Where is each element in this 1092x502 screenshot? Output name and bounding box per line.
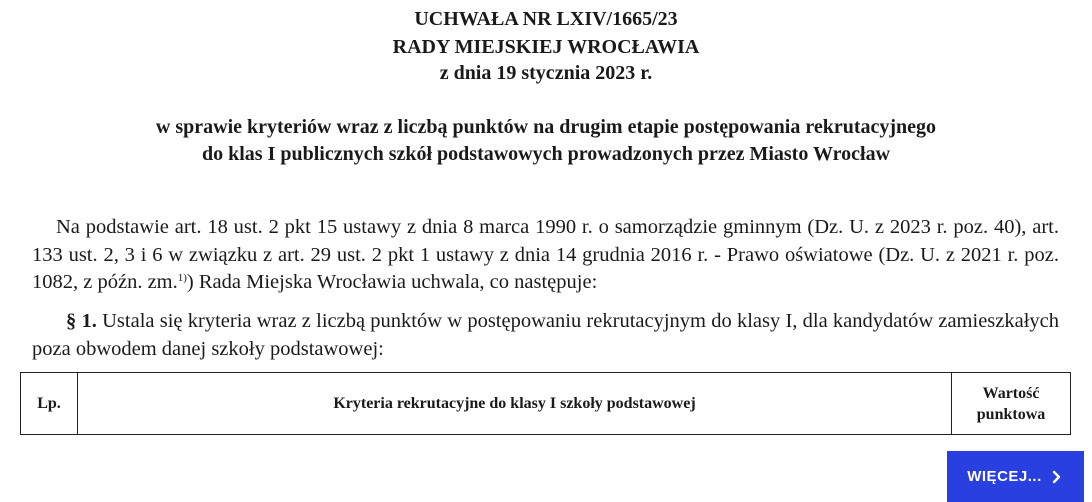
column-header-value xyxy=(952,373,1071,435)
more-button[interactable] xyxy=(947,451,1084,502)
column-header-value-line1: Wartość xyxy=(982,384,1040,402)
column-header-criteria: Kryteria rekrutacyjne do klasy I szkoły podstawowej xyxy=(77,373,951,435)
criteria-table xyxy=(20,372,1071,435)
table-header-row xyxy=(21,373,1071,435)
column-header-value-line2: punktowa xyxy=(976,405,1046,423)
legal-basis-text-end: ) Rada Miejska Wrocławia uchwala, co następuje: xyxy=(186,271,598,293)
section-1-text: Ustala się kryteria wraz z liczbą punktów w postępowaniu rekrutacyjnym do klasy I, dla kandydatów zamieszkałych poza obwodem danej szkoły podstawowej: xyxy=(32,310,1060,360)
section-marker: § 1. xyxy=(66,310,97,332)
chevron-right-icon xyxy=(1050,470,1064,484)
footnote-mark: 1) xyxy=(177,272,187,284)
legal-basis-paragraph xyxy=(32,214,1059,297)
issuing-body: RADY MIEJSKIEJ WROCŁAWIA xyxy=(392,36,700,58)
legal-basis-text: Na podstawie art. 18 ust. 2 pkt 15 ustawy z dnia 8 marca 1990 r. o samorządzie gminnym (Dz. U. z 2023 r. poz. 40), art. 133 ust. 2, 3 i 6 w związku z art. 29 ust. 2 pkt 1 ustawy z dnia 14 grudnia 2016 r. - Prawo oświatowe (Dz. U. z 2021 r. poz. 1082, z późn. zm. xyxy=(32,216,1059,293)
resolution-number: UCHWAŁA NR LXIV/1665/23 xyxy=(414,8,678,30)
section-1-paragraph xyxy=(32,308,1059,363)
more-button-label: WIĘCEJ... xyxy=(967,468,1042,485)
subject-line-2: do klas I publicznych szkół podstawowych prowadzonych przez Miasto Wrocław xyxy=(201,143,891,165)
column-header-lp: Lp. xyxy=(21,373,78,435)
resolution-date: z dnia 19 stycznia 2023 r. xyxy=(439,62,653,84)
subject-line-1: w sprawie kryteriów wraz z liczbą punktów na drugim etapie postępowania rekrutacyjnego xyxy=(155,116,937,138)
